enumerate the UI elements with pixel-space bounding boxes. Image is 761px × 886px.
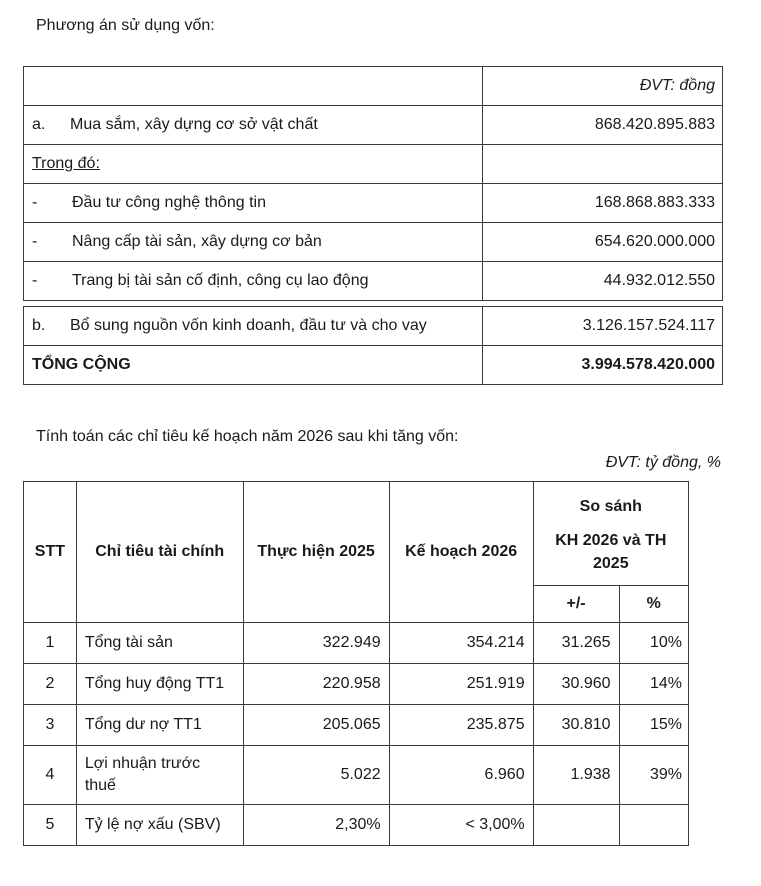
cell-indicator: Lợi nhuận trước thuế <box>76 746 243 805</box>
row-marker: - <box>32 233 38 250</box>
cell-pct <box>619 805 688 846</box>
cell-plan: 235.875 <box>389 705 533 746</box>
cell-actual: 2,30% <box>243 805 389 846</box>
header-actual: Thực hiện 2025 <box>243 482 389 623</box>
plan-indicators-table <box>23 481 689 846</box>
row-value: 868.420.895.883 <box>483 106 723 145</box>
row-label: Nâng cấp tài sản, xây dựng cơ bản <box>72 233 322 250</box>
cell-pct: 10% <box>619 623 688 664</box>
cell-plan: 6.960 <box>389 746 533 805</box>
header-stt: STT <box>24 482 77 623</box>
table-cell <box>24 262 483 301</box>
row-label: Bổ sung nguồn vốn kinh doanh, đầu tư và cho vay <box>70 317 427 334</box>
table-row <box>24 664 689 705</box>
table-row <box>24 223 723 262</box>
header-diff: +/- <box>533 586 619 623</box>
capital-usage-table <box>23 66 723 385</box>
cell-pct: 39% <box>619 746 688 805</box>
cell-stt: 2 <box>24 664 77 705</box>
header-row <box>24 482 689 586</box>
table-row <box>24 262 723 301</box>
total-value: 3.994.578.420.000 <box>483 346 723 385</box>
header-compare-top: So sánh <box>579 498 642 516</box>
row-label: Mua sắm, xây dựng cơ sở vật chất <box>70 116 318 133</box>
total-label: TỔNG CỘNG <box>24 346 483 385</box>
cell-actual: 322.949 <box>243 623 389 664</box>
row-marker: a. <box>32 116 46 133</box>
row-value: 3.126.157.524.117 <box>483 307 723 346</box>
row-value: 168.868.883.333 <box>483 184 723 223</box>
row-label: Trong đó: <box>32 155 100 172</box>
row-label: Đầu tư công nghệ thông tin <box>72 194 266 211</box>
cell-actual: 205.065 <box>243 705 389 746</box>
table-row <box>24 705 689 746</box>
row-label: Trang bị tài sản cố định, công cụ lao động <box>72 272 369 289</box>
table-row <box>24 746 689 805</box>
cell-stt: 4 <box>24 746 77 805</box>
cell-plan: < 3,00% <box>389 805 533 846</box>
cell-indicator: Tỷ lệ nợ xấu (SBV) <box>76 805 243 846</box>
cell-indicator: Tổng huy động TT1 <box>76 664 243 705</box>
cell-pct: 15% <box>619 705 688 746</box>
row-marker: - <box>32 272 38 289</box>
header-plan: Kế hoạch 2026 <box>389 482 533 623</box>
table-cell <box>24 307 483 346</box>
table-cell <box>24 145 483 184</box>
cell-diff: 30.960 <box>533 664 619 705</box>
cell-indicator: Tổng dư nợ TT1 <box>76 705 243 746</box>
table-cell <box>24 184 483 223</box>
section1-title: Phương án sử dụng vốn: <box>36 17 215 34</box>
table-row <box>24 106 723 145</box>
table-row <box>24 805 689 846</box>
table-row <box>24 184 723 223</box>
cell-diff <box>533 805 619 846</box>
table-cell <box>483 145 723 184</box>
cell-diff: 1.938 <box>533 746 619 805</box>
table-cell <box>24 223 483 262</box>
cell-diff: 31.265 <box>533 623 619 664</box>
cell-diff: 30.810 <box>533 705 619 746</box>
unit-label: ĐVT: đồng <box>483 67 723 106</box>
table-cell <box>24 67 483 106</box>
cell-indicator: Tổng tài sản <box>76 623 243 664</box>
cell-stt: 1 <box>24 623 77 664</box>
row-value: 654.620.000.000 <box>483 223 723 262</box>
cell-actual: 5.022 <box>243 746 389 805</box>
table-row <box>24 67 723 106</box>
row-marker: b. <box>32 317 46 334</box>
cell-stt: 3 <box>24 705 77 746</box>
table-row <box>24 623 689 664</box>
table-row <box>24 307 723 346</box>
total-row <box>24 346 723 385</box>
section2-title: Tính toán các chỉ tiêu kế hoạch năm 2026 sau khi tăng vốn: <box>36 428 459 445</box>
cell-plan: 251.919 <box>389 664 533 705</box>
table-row <box>24 145 723 184</box>
cell-stt: 5 <box>24 805 77 846</box>
header-compare-sub: KH 2026 và TH 2025 <box>555 531 667 572</box>
header-indicator: Chỉ tiêu tài chính <box>76 482 243 623</box>
cell-plan: 354.214 <box>389 623 533 664</box>
row-marker: - <box>32 194 38 211</box>
row-value: 44.932.012.550 <box>483 262 723 301</box>
header-compare <box>533 482 688 586</box>
header-pct: % <box>619 586 688 623</box>
cell-actual: 220.958 <box>243 664 389 705</box>
unit-label: ĐVT: tỷ đồng, % <box>605 454 721 471</box>
table-cell <box>24 106 483 145</box>
cell-pct: 14% <box>619 664 688 705</box>
